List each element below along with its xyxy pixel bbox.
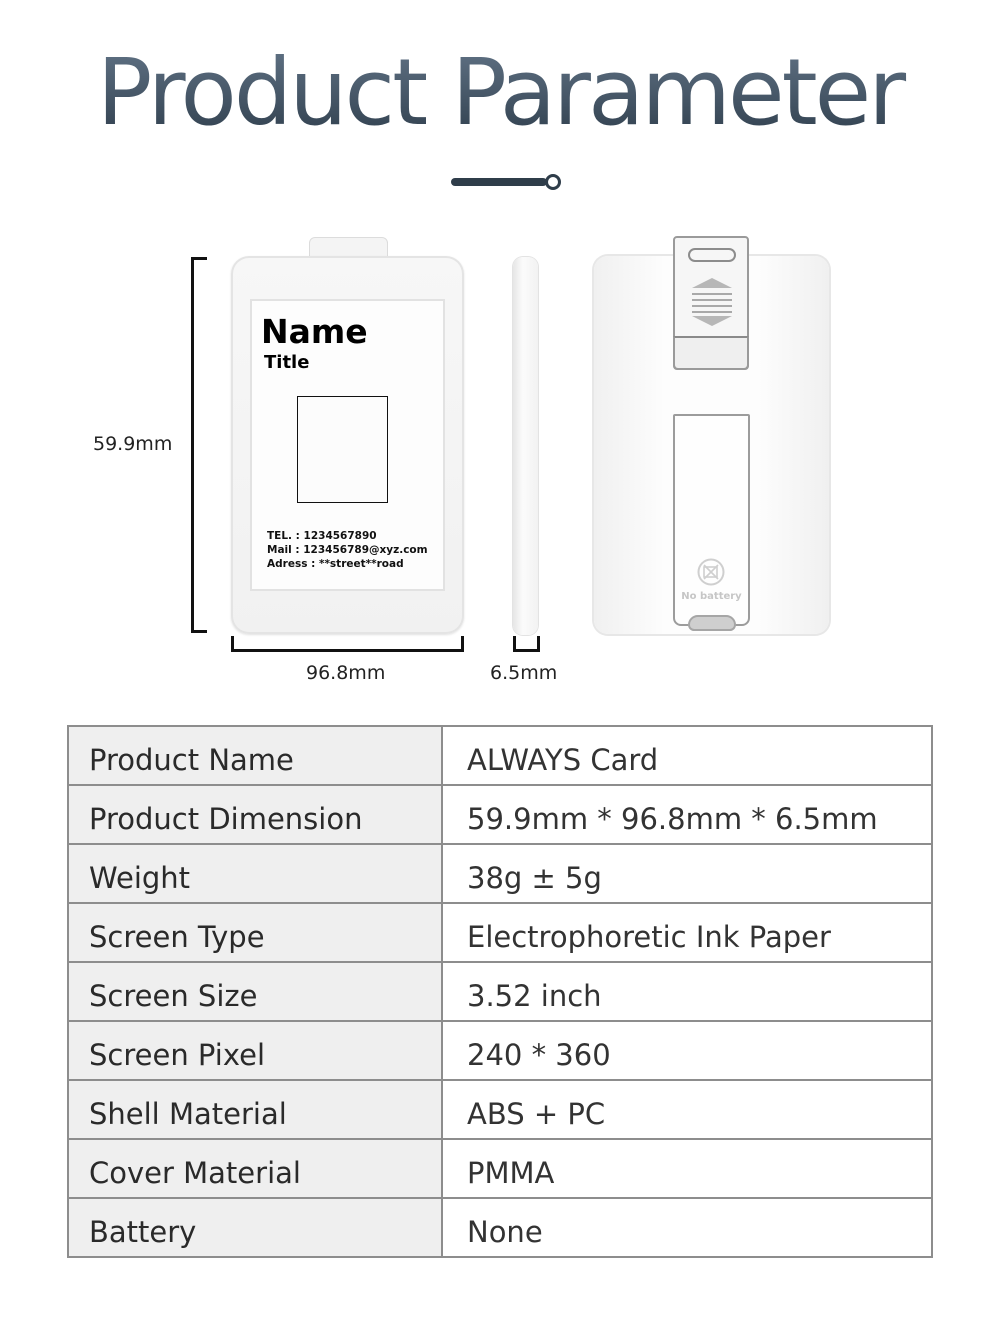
spec-value: 59.9mm * 96.8mm * 6.5mm	[442, 785, 932, 844]
card-tel-text: TEL. : 1234567890	[267, 530, 377, 542]
clip-slot-icon	[688, 248, 736, 262]
no-battery-icon	[696, 557, 726, 587]
spec-value: PMMA	[442, 1139, 932, 1198]
page-title: Product Parameter	[0, 38, 1000, 148]
spec-value: ALWAYS Card	[442, 726, 932, 785]
spec-key: Cover Material	[68, 1139, 442, 1198]
width-dimension-label: 96.8mm	[306, 662, 386, 684]
table-row	[68, 903, 932, 962]
spec-key: Screen Type	[68, 903, 442, 962]
table-row	[68, 1021, 932, 1080]
table-row	[68, 726, 932, 785]
card-title-text: Title	[264, 352, 310, 373]
spec-key: Screen Pixel	[68, 1021, 442, 1080]
clip-grip-icon	[689, 276, 735, 328]
spec-value: Electrophoretic Ink Paper	[442, 903, 932, 962]
table-row	[68, 785, 932, 844]
spec-key: Product Name	[68, 726, 442, 785]
spec-value: None	[442, 1198, 932, 1257]
table-row	[68, 962, 932, 1021]
table-row	[68, 1198, 932, 1257]
spec-value: 38g ± 5g	[442, 844, 932, 903]
card-address-text: Adress : **street**road	[267, 558, 404, 570]
card-mail-text: Mail : 123456789@xyz.com	[267, 544, 428, 556]
table-row	[68, 1139, 932, 1198]
spec-key: Screen Size	[68, 962, 442, 1021]
spec-value: 3.52 inch	[442, 962, 932, 1021]
no-battery-label: No battery	[681, 591, 742, 602]
spec-value: ABS + PC	[442, 1080, 932, 1139]
table-row	[68, 844, 932, 903]
width-dimension-bracket	[231, 636, 464, 652]
thickness-dimension-bracket	[513, 636, 540, 652]
spec-key: Weight	[68, 844, 442, 903]
spec-key: Shell Material	[68, 1080, 442, 1139]
photo-frame-icon	[297, 396, 388, 503]
height-dimension-label: 59.9mm	[93, 433, 173, 455]
card-side-view	[513, 257, 538, 635]
thickness-dimension-label: 6.5mm	[490, 662, 558, 684]
height-dimension-bracket	[191, 257, 207, 633]
table-row	[68, 1080, 932, 1139]
slider-line-icon	[449, 174, 563, 190]
spec-key: Product Dimension	[68, 785, 442, 844]
card-name-text: Name	[261, 312, 368, 351]
belt-clip-base	[673, 336, 749, 370]
spec-key: Battery	[68, 1198, 442, 1257]
spec-value: 240 * 360	[442, 1021, 932, 1080]
battery-door-notch	[688, 615, 736, 631]
spec-table	[67, 725, 933, 1258]
